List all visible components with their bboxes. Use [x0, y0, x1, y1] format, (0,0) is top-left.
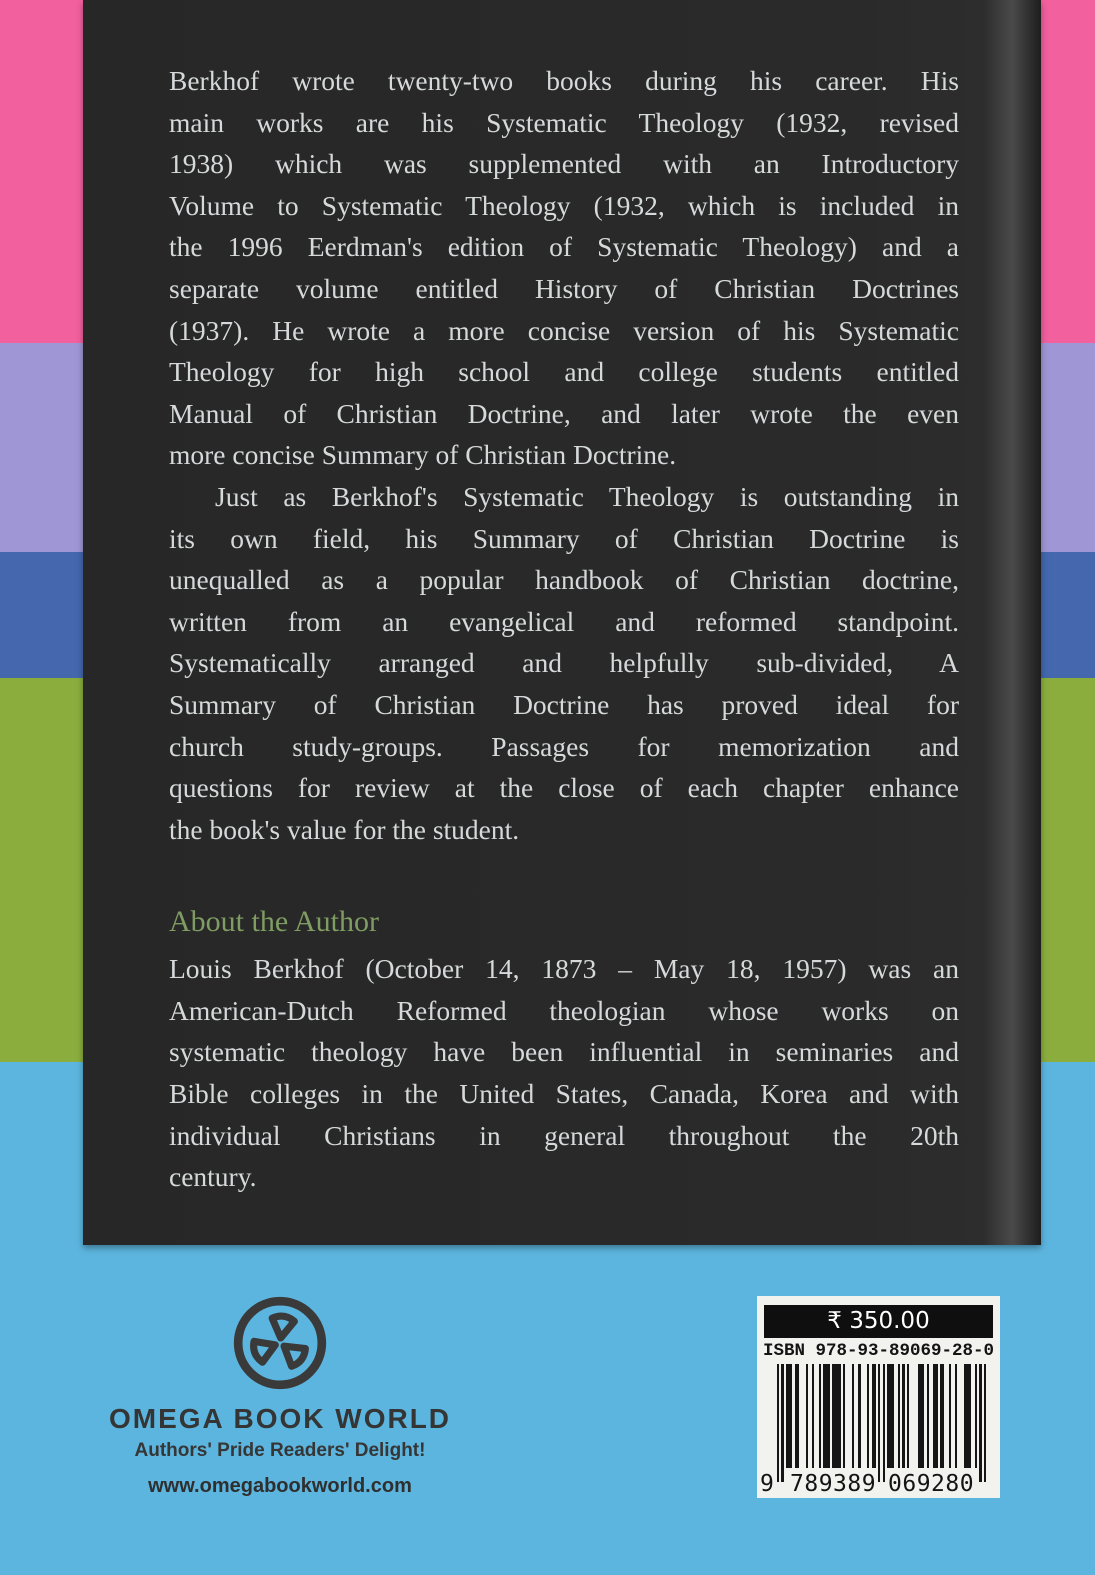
synopsis-paragraph-2	[169, 476, 959, 850]
publisher-name: OMEGA BOOK WORLD	[108, 1403, 452, 1434]
barcode-bar	[902, 1364, 904, 1468]
barcode-digits	[760, 1471, 986, 1497]
text-line: 1938) which was supplemented with an Introductory	[169, 148, 959, 180]
barcode-bar	[975, 1364, 977, 1468]
text-line: systematic theology have been influential in seminaries and	[169, 1036, 959, 1068]
barcode-bar	[795, 1364, 799, 1468]
text-line: Systematically arranged and helpfully sub-divided, A	[169, 647, 959, 679]
text-line: Volume to Systematic Theology (1932, which is included in	[169, 189, 959, 221]
barcode-bar	[872, 1364, 876, 1468]
publisher-website: www.omegabookworld.com	[148, 1475, 412, 1497]
ean13-barcode	[760, 1364, 986, 1497]
barcode-bar	[887, 1364, 894, 1468]
text-line: Theology for high school and college students entitled	[169, 356, 959, 388]
barcode-bar	[777, 1364, 779, 1482]
barcode-digit-group2: 069280	[888, 1471, 975, 1497]
about-the-author-paragraph	[169, 948, 959, 1198]
barcode-bar	[984, 1364, 986, 1482]
barcode-bar	[933, 1364, 937, 1468]
text-line: Bible colleges in the United States, Canada, Korea and with	[169, 1078, 959, 1110]
synopsis-paragraph-1	[169, 60, 959, 476]
text-line: questions for review at the close of each chapter enhance	[169, 772, 959, 804]
barcode-bar	[949, 1364, 951, 1468]
text-line: Summary of Christian Doctrine has proved ideal for	[169, 688, 959, 720]
synopsis-text	[169, 60, 959, 1198]
barcode-digit-group1: 789389	[790, 1471, 877, 1497]
barcode-bar	[918, 1364, 925, 1468]
synopsis-panel	[83, 0, 1041, 1245]
text-line: more concise Summary of Christian Doctrine.	[169, 439, 677, 471]
price-badge: ₹ 350.00	[764, 1305, 993, 1338]
barcode-bar	[867, 1364, 869, 1468]
publisher-block	[80, 1292, 480, 1498]
text-line: century.	[169, 1161, 257, 1193]
barcode-bar	[806, 1364, 808, 1468]
barcode-bar	[819, 1364, 821, 1468]
barcode-bar	[852, 1364, 854, 1468]
barcode-bar	[812, 1364, 814, 1468]
text-line: church study-groups. Passages for memorization and	[169, 730, 959, 762]
barcode-bar	[878, 1364, 880, 1482]
barcode-bar	[832, 1364, 841, 1468]
text-line: the 1996 Eerdman's edition of Systematic Theology) and a	[169, 231, 959, 263]
barcode-bar	[883, 1364, 885, 1482]
barcode-bar	[927, 1364, 929, 1468]
text-line: separate volume entitled History of Christian Doctrines	[169, 272, 959, 304]
text-line: main works are his Systematic Theology (1932, revised	[169, 106, 959, 138]
barcode-bar	[907, 1364, 909, 1468]
publisher-tagline: Authors' Pride Readers' Delight!	[134, 1440, 426, 1461]
text-line: the book's value for the student.	[169, 813, 520, 845]
barcode-bar	[955, 1364, 957, 1468]
barcode-digit-lead: 9	[760, 1471, 775, 1497]
text-line: Manual of Christian Doctrine, and later wrote the even	[169, 397, 959, 429]
barcode-bar	[786, 1364, 793, 1468]
barcode-bar	[823, 1364, 830, 1468]
text-line: individual Christians in general throughout the 20th	[169, 1119, 959, 1151]
text-line: American-Dutch Reformed theologian whose works on	[169, 994, 959, 1026]
barcode-bar	[858, 1364, 860, 1468]
barcode-label	[757, 1296, 1000, 1498]
barcode-bar	[781, 1364, 783, 1482]
about-the-author-heading: About the Author	[169, 905, 379, 939]
text-line: its own field, his Summary of Christian Doctrine is	[169, 522, 959, 554]
text-line: (1937). He wrote a more concise version of his Systematic	[169, 314, 959, 346]
barcode-bar	[898, 1364, 900, 1468]
trefoil-circle-icon	[229, 1292, 331, 1394]
text-line: written from an evangelical and reformed standpoint.	[169, 605, 959, 637]
barcode-bar	[843, 1364, 845, 1468]
barcode-bar	[940, 1364, 944, 1468]
barcode-bar	[964, 1364, 971, 1468]
isbn-text: ISBN 978-93-89069-28-0	[762, 1341, 995, 1361]
text-line: Berkhof wrote twenty-two books during his career. His	[169, 65, 959, 96]
text-line: Louis Berkhof (October 14, 1873 – May 18, 1957) was an	[169, 953, 959, 985]
text-line: Just as Berkhof's Systematic Theology is outstanding in	[215, 480, 959, 512]
barcode-bar	[979, 1364, 981, 1482]
text-line: unequalled as a popular handbook of Christian doctrine,	[169, 564, 959, 596]
